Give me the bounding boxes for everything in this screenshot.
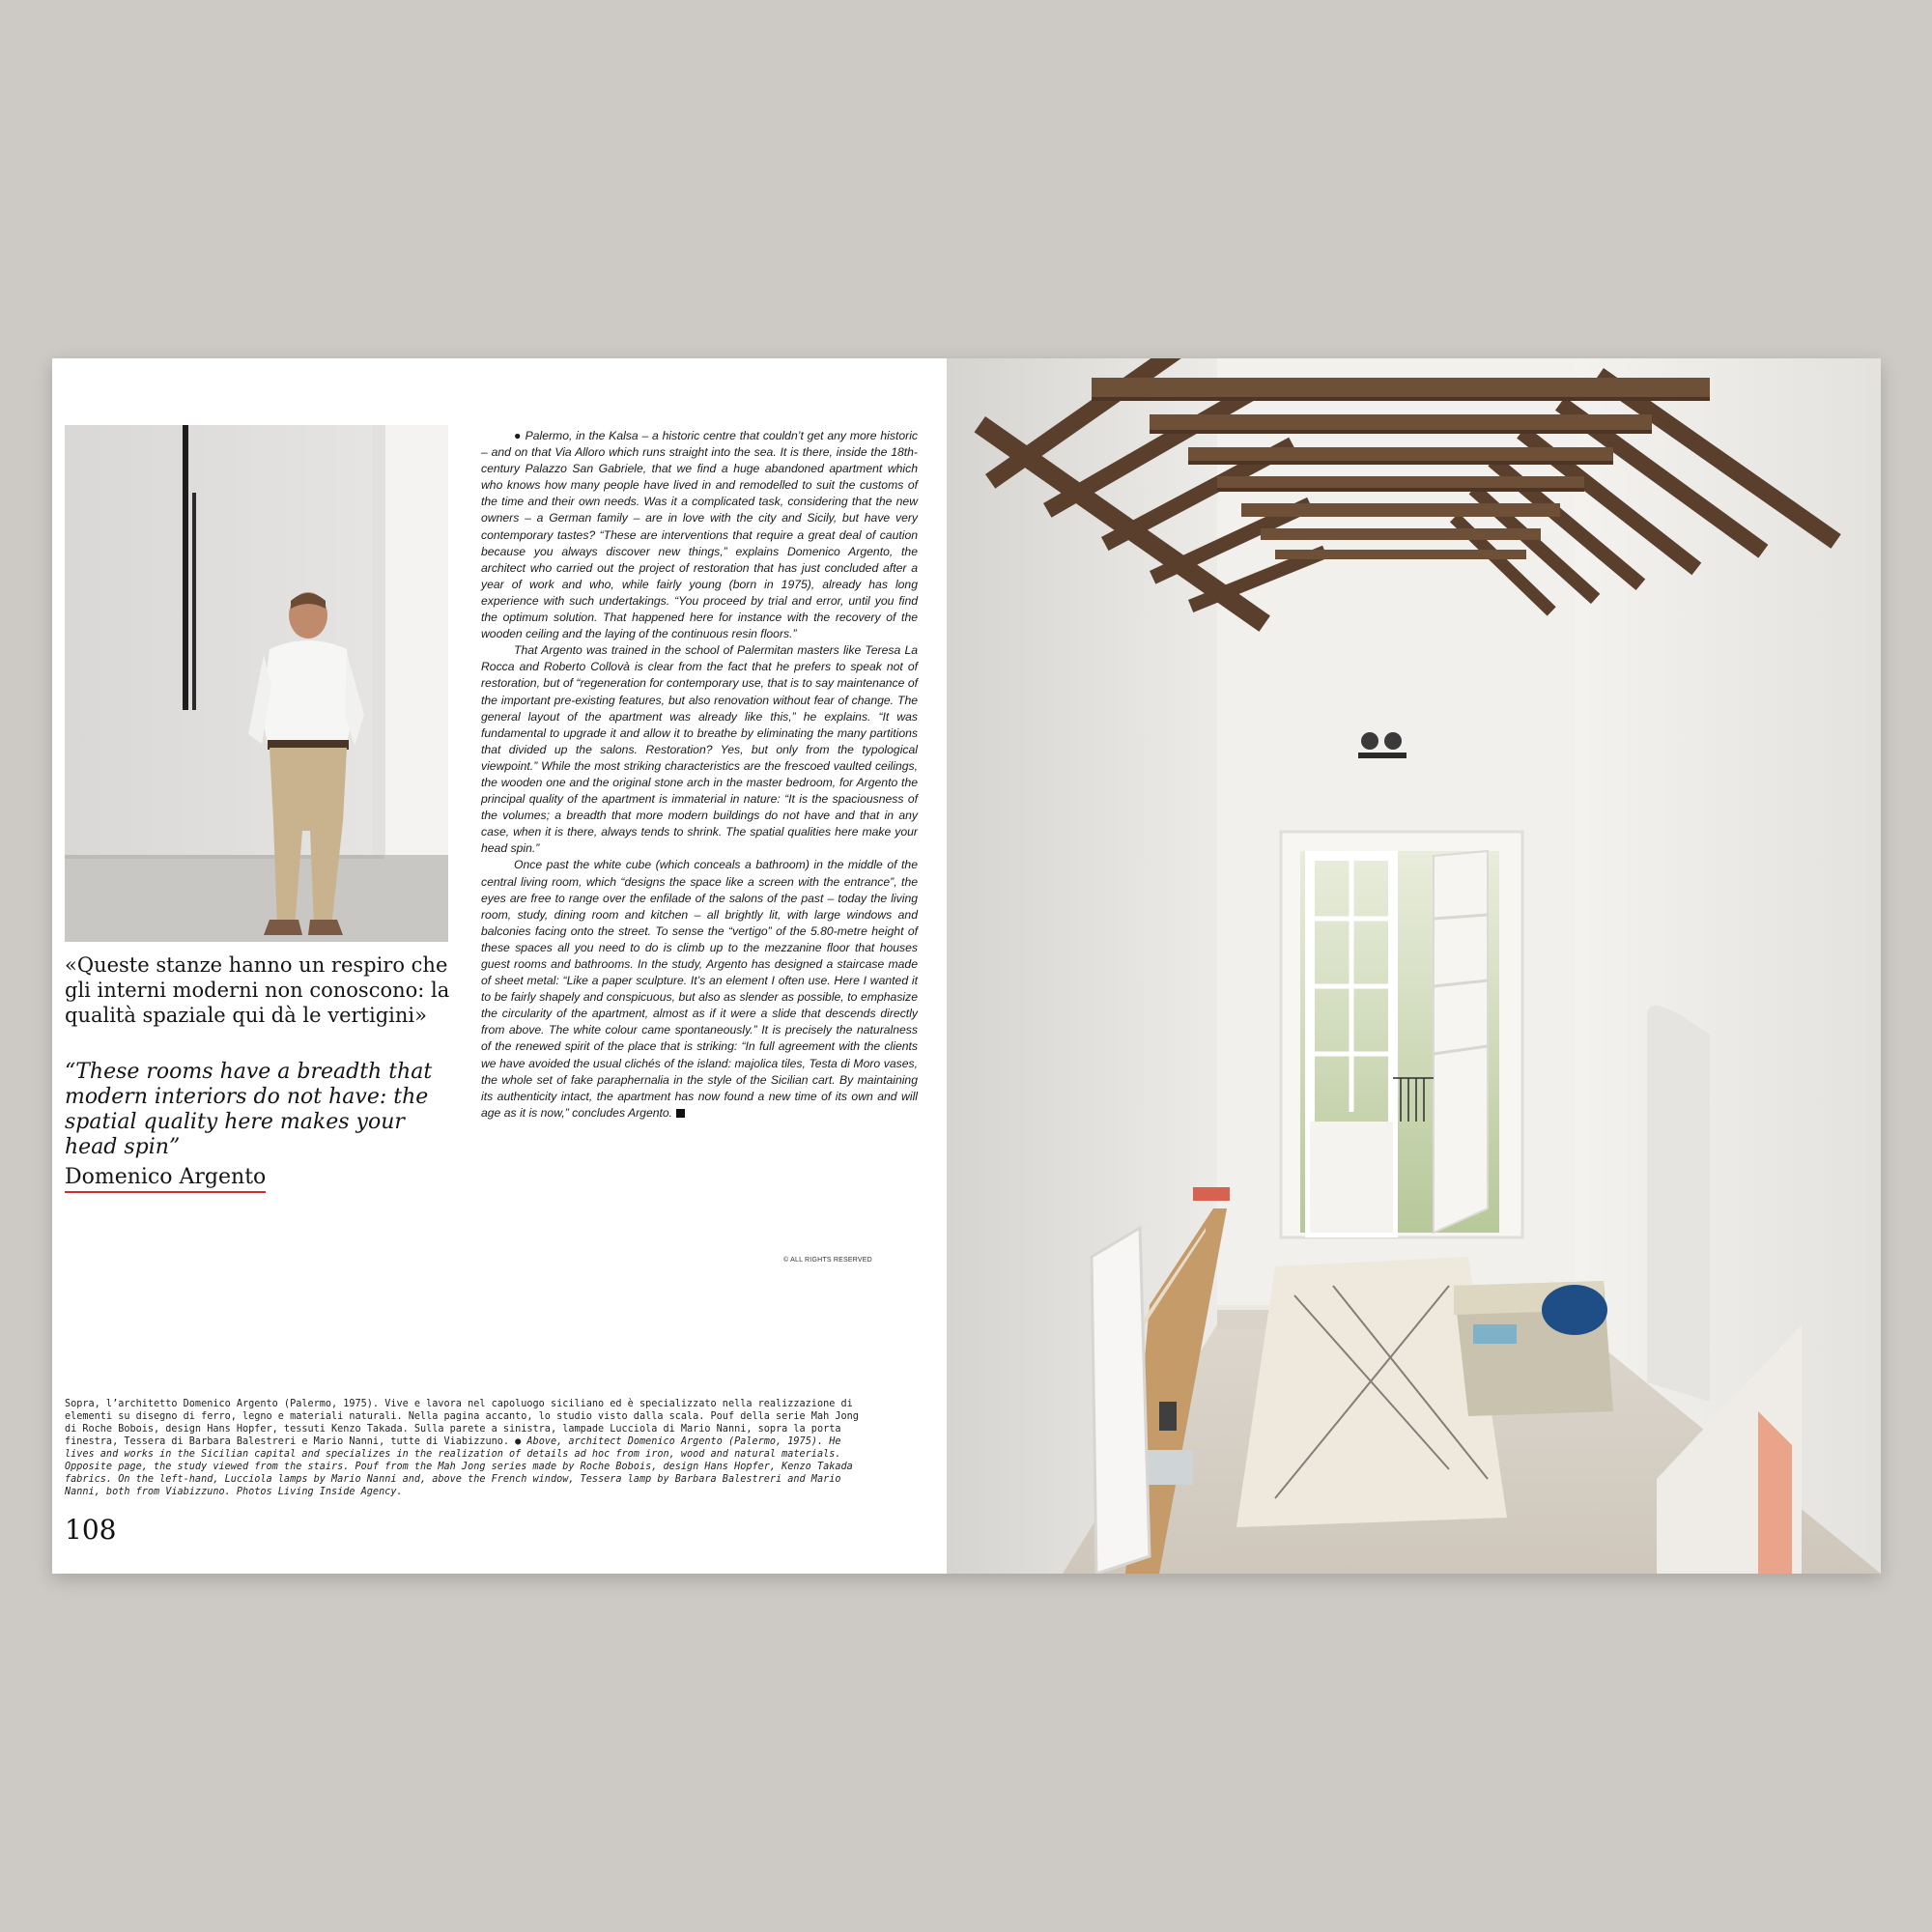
end-of-article-icon (676, 1109, 685, 1118)
article-paragraph (481, 428, 918, 642)
bullet-icon: ● (514, 429, 522, 442)
right-page-interior-photo (947, 358, 1881, 1574)
rights-notice: © ALL RIGHTS RESERVED (783, 1257, 872, 1264)
pull-quote-italian: «Queste stanze hanno un respiro che gli interni moderni non conoscono: la qualità spaziale qui dà le vertigini» (65, 953, 450, 1027)
magazine-spread (52, 358, 1881, 1574)
caption-italian: Sopra, l’architetto Domenico Argento (Palermo, 1975). Vive e lavora nel capoluogo siciliano ed è specializzato nella realizzazione di elementi su disegno di ferro, legno e materiali naturali. Nella pagina accanto, lo studio visto dalla scala. Pouf della serie Mah Jong di Roche Bobois, design Hans Hopfer, tessuti Kenzo Takada. Sulla parete a sinistra, lampade Lucciola di Mario Nanni, sopra la porta finestra, Tessera di Barbara Balestreri e Mario Nanni, tutte di Viabizzuno. (65, 1399, 859, 1447)
left-page (52, 358, 947, 1574)
architect-portrait-photo (65, 425, 448, 942)
photo-caption (65, 1398, 867, 1498)
page-number: 108 (65, 1514, 117, 1546)
quote-author: Domenico Argento (65, 1165, 266, 1193)
paragraph-text: Palermo, in the Kalsa – a historic centre that couldn’t get any more historic – and on that Via Alloro which runs straight into the sea. It is there, inside the 18th-century Palazzo San Gabriele, that we find a huge abandoned apartment which who knows how many people have lived in and remodelled to suit the customs of the time and their own needs. Was it a complicated task, considering that the new owners – a German family – are in love with the city and Sicily, but have very contemporary tastes? “These are interventions that require a great deal of caution because you always discover new things,” explains Domenico Argento, the architect who carried out the project of restoration that has just concluded after a year of work and who, while fairly young (born in 1975), already has long experience with such undertakings. “You proceed by trial and error, until you find the optimum solution. That happened here for instance with the recovery of the wooden ceiling and the laying of the continuous resin floors.” (481, 429, 918, 641)
article-body (481, 428, 918, 1122)
pull-quote-english: “These rooms have a breadth that modern interiors do not have: the spatial quality here makes your head spin” (65, 1060, 433, 1159)
interior-photo (947, 358, 1881, 1574)
paragraph-text: Once past the white cube (which conceals a bathroom) in the middle of the central living room, which “designs the space like a screen with the entrance”, the eyes are free to range over the enfilade of the salons of the past – today the living room, study, dining room and kitchen – all brightly lit, with large windows and balconies facing onto the street. To sense the “vertigo” of the 5.80-metre height of these spaces all you need to do is climb up to the mezzanine floor that houses guest rooms and bathrooms. In the study, Argento has designed a staircase made of sheet metal: “Like a paper sculpture. It’s an element I often use. Here I wanted it to be fairly shapely and conspicuous, but also as slender as possible, to emphasize the circularity of the apartment, almost as if it were a slide that descends directly from above. The white colour came spontaneously.” It is precisely the naturalness of the renewed spirit of the place that is striking: “In full agreement with the clients we have avoided the usual clichés of the island: majolica tiles, Testa di Moro vases, the whole set of fake paraphernalia in the style of the Sicilian cart. By maintaining its authenticity intact, the apartment has now found a new time of its own and will age as it is now,” concludes Argento. (481, 858, 918, 1120)
article-paragraph (481, 857, 918, 1122)
caption-english: ● Above, architect Domenico Argento (Palermo, 1975). He lives and works in the Sicilian capital and specializes in the realization of details ad hoc from iron, wood and natural materials. Opposite page, the study viewed from the stairs. Pouf from the Mah Jong series made by Roche Bobois, design Hans Hopfer, Kenzo Takada fabrics. On the left-hand, Lucciola lamps by Mario Nanni and, above the French window, Tessera lamp by Barbara Balestreri and Mario Nanni, both from Viabizzuno. Photos Living Inside Agency. (65, 1436, 853, 1497)
article-paragraph: That Argento was trained in the school of Palermitan masters like Teresa La Rocca and Roberto Collovà is clear from the fact that he prefers to speak not of restoration, but of “regeneration for contemporary use, that is to say maintenance of the important pre-existing features, but also renovation without fear of change. The general layout of the apartment was already like this,” he explains. “It was fundamental to upgrade it and allow it to breathe by eliminating the many partitions that divided up the salons. Restoration? Yes, but only from the typological viewpoint.” While the most striking characteristics are the frescoed vaulted ceilings, the wooden one and the original stone arch in the master bedroom, for Argento the principal quality of the apartment is immaterial in nature: “It is the spaciousness of the volumes; a breadth that more modern buildings do not have and that in any case, when it is there, always tends to shrink. The spatial qualities here make your head spin.” (481, 643, 918, 856)
